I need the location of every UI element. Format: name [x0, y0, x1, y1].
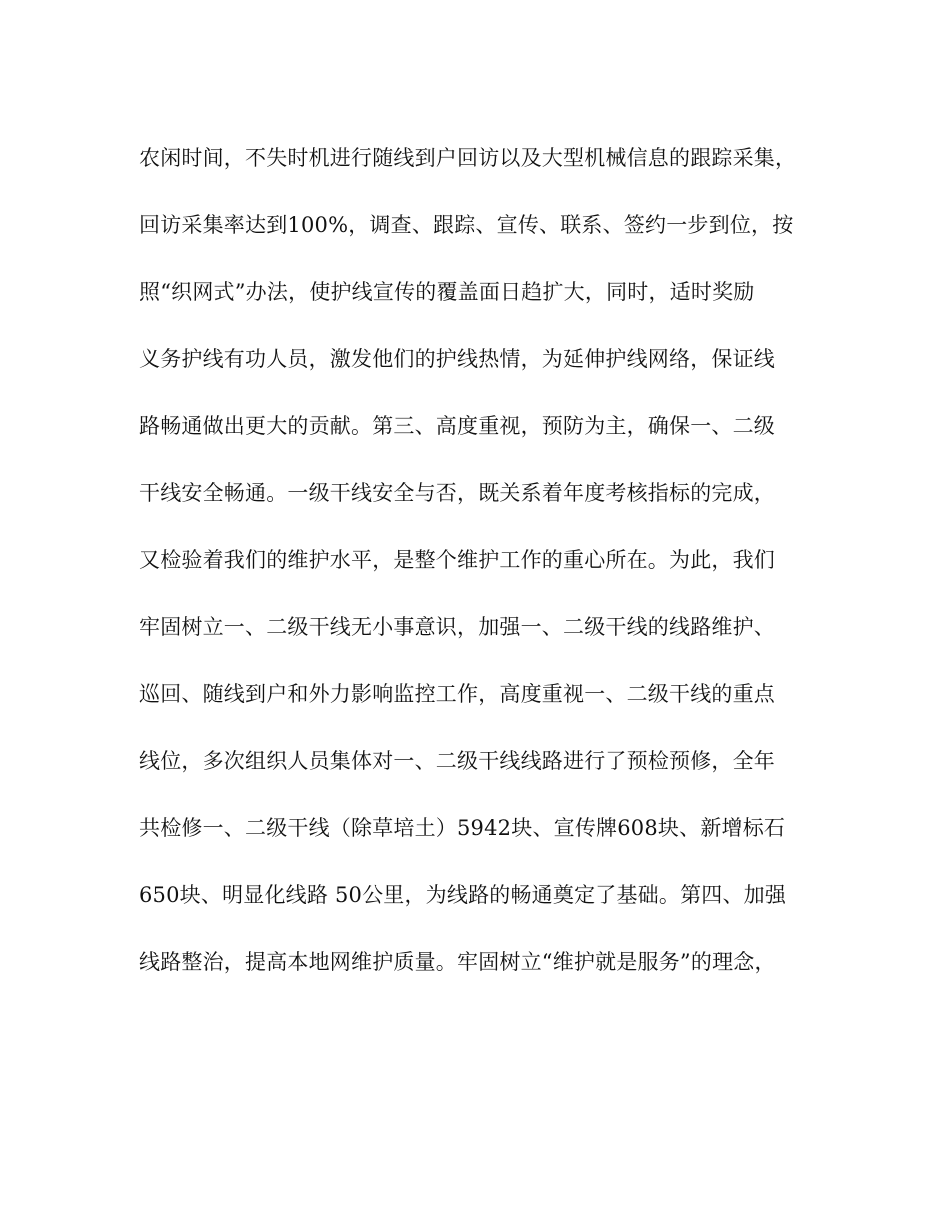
- text-line: 牢固树立一、二级干线无小事意识，加强一、二级干线的线路维护、: [139, 615, 775, 639]
- text-line: 650块、明显化线路 50公里，为线路的畅通奠定了基础。第四、加强: [139, 883, 787, 907]
- text-line: 照“织网式”办法，使护线宣传的覆盖面日趋扩大，同时，适时奖励: [139, 280, 755, 304]
- text-line: 又检验着我们的维护水平，是整个维护工作的重心所在。为此，我们: [139, 548, 775, 572]
- text-line: 农闲时间，不失时机进行随线到户回访以及大型机械信息的跟踪采集，: [139, 146, 797, 170]
- text-line: 线位，多次组织人员集体对一、二级干线线路进行了预检预修，全年: [139, 749, 775, 773]
- text-line: 线路整治，提高本地网维护质量。牢固树立“维护就是服务”的理念，: [139, 950, 776, 974]
- text-line: 回访采集率达到100%，调查、跟踪、宣传、联系、签约一步到位，按: [139, 213, 794, 237]
- body-text: [139, 138, 819, 1009]
- text-line: 干线安全畅通。一级干线安全与否，既关系着年度考核指标的完成，: [139, 481, 775, 505]
- text-line: 巡回、随线到户和外力影响监控工作，高度重视一、二级干线的重点: [139, 682, 775, 706]
- text-line: 路畅通做出更大的贡献。第三、高度重视，预防为主，确保一、二级: [139, 414, 775, 438]
- text-line: 义务护线有功人员，激发他们的护线热情，为延伸护线网络，保证线: [139, 347, 775, 371]
- text-line: 共检修一、二级干线（除草培土）5942块、宣传牌608块、新增标石: [139, 816, 786, 840]
